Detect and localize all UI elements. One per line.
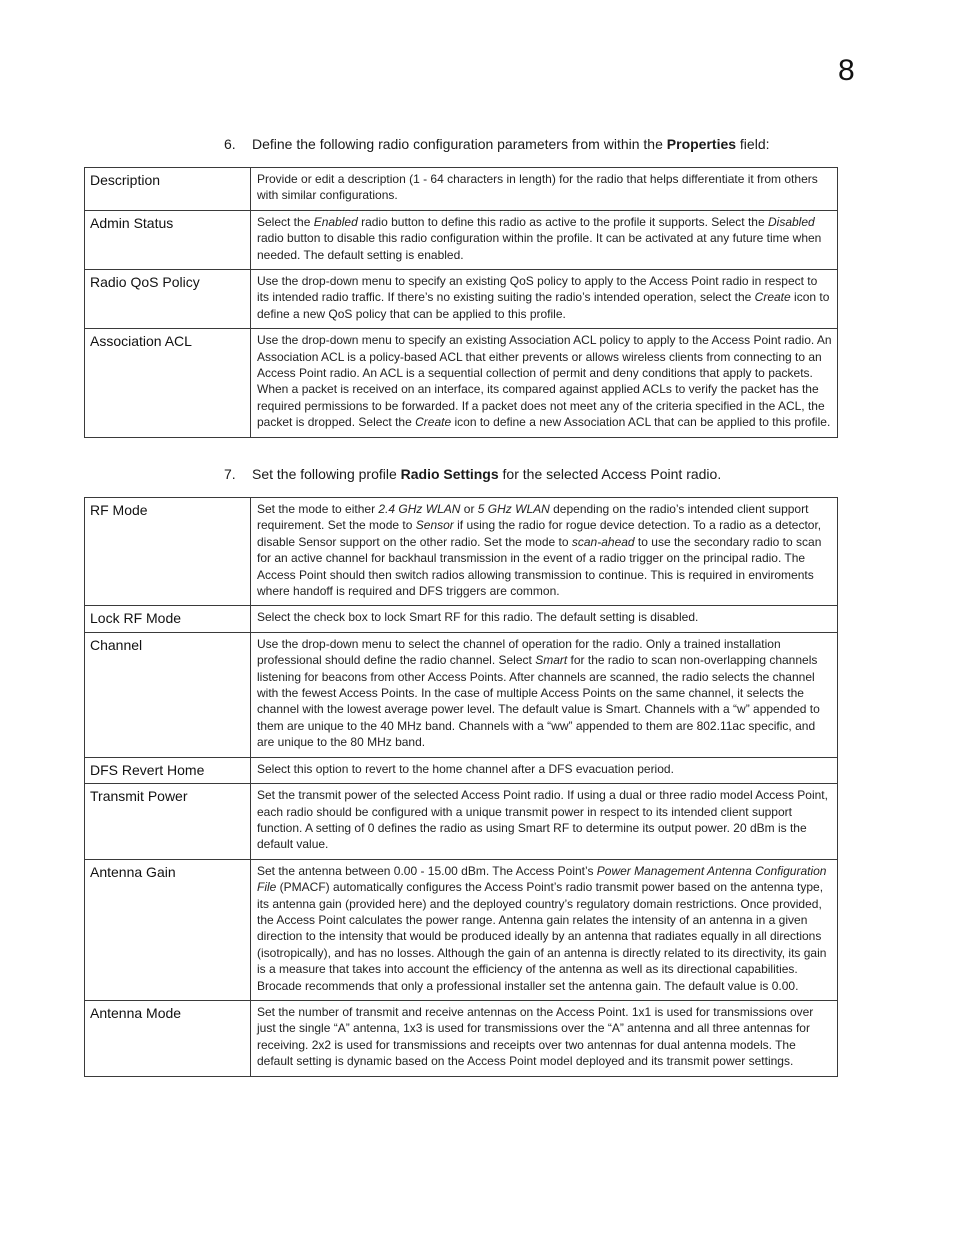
parameter-description [251, 784, 838, 860]
parameter-name: RF Mode [85, 498, 251, 606]
emphasized-term: Disabled [768, 214, 815, 229]
parameter-description [251, 210, 838, 269]
emphasized-term: Enabled [313, 214, 358, 229]
parameter-name: Channel [85, 632, 251, 757]
description-text: radio button to define this radio as active to the profile it supports. Select the [357, 214, 768, 229]
emphasized-term: 5 GHz WLAN [477, 502, 550, 516]
description-text: radio button to disable this radio configuration within the profile. It can be activated at any future time when needed. The default setting is enabled. [257, 231, 822, 262]
description-text: Provide or edit a description (1 - 64 characters in length) for the radio that helps differentiate it from others with similar configurations. [257, 172, 818, 203]
parameter-description [251, 757, 838, 783]
step-text-end: field: [736, 136, 770, 152]
chapter-number: 8 [838, 54, 855, 87]
table-row [85, 859, 838, 1000]
parameter-name: Description [85, 168, 251, 211]
parameter-name: Antenna Mode [85, 1000, 251, 1076]
description-text: Use the drop-down menu to specify an existing QoS policy to apply to the Access Point radio in respect to its intended radio traffic. If there’s no existing suiting the radio’s intended operation, select the [257, 274, 818, 305]
description-text: Select the check box to lock Smart RF for this radio. The default setting is disabled. [257, 610, 699, 625]
step-text: Set the following profile [252, 466, 401, 482]
radio-settings-table [84, 497, 838, 1077]
step-6-instruction [224, 135, 770, 153]
step-text-end: for the selected Access Point radio. [498, 466, 722, 482]
parameter-description [251, 606, 838, 632]
table-row [85, 1000, 838, 1076]
parameter-name: Lock RF Mode [85, 606, 251, 632]
parameter-description [251, 329, 838, 437]
description-text: Use the drop-down menu to select the channel of operation for the radio. Only a trained installation professional should define the radio channel. Select [257, 636, 781, 668]
description-text: or [460, 502, 478, 516]
emphasized-term: 2.4 GHz WLAN [378, 502, 461, 516]
emphasized-term: scan-ahead [571, 534, 635, 549]
description-text: for the radio to scan non-overlapping channels listening for beacons from other Access Points. After channels are scanned, the radio selects the channel with the fewest Access Points. In the case of multiple Access Points on the same channel, it selects the channel with the lowest average power level. The default value is Smart. Channels with a “w” appended to them are unique to the 40 MHz band. Channels with a “ww” appended to them are 802.11ac specific, and are unique to the 80 MHz band. [257, 653, 820, 750]
description-text: Set the number of transmit and receive antennas on the Access Point. 1x1 is used for transmissions over just the single “A” antenna, 1x3 is used for transmissions over the “A” antenna and all three antennas for receiving. 2x2 is used for transmissions and receipts over two antennas for dual antenna models. The default setting is dynamic based on the Access Point model deployed and its transmit power settings. [257, 1004, 814, 1069]
description-text: if using the radio for rogue device detection. To a radio as a detector, disable Sensor support on the other radio. Set the mode to [257, 518, 822, 549]
description-text: icon to define a new QoS policy that can be applied to this profile. [257, 290, 830, 321]
table-row [85, 757, 838, 783]
table-row [85, 270, 838, 329]
description-text: Select this option to revert to the home channel after a DFS evacuation period. [257, 761, 674, 776]
parameter-name: Antenna Gain [85, 859, 251, 1000]
emphasized-term: Power Management Antenna Configuration File [257, 863, 827, 895]
parameter-description [251, 168, 838, 211]
description-text: Set the transmit power of the selected Access Point radio. If using a dual or three radio model Access Point, each radio should be configured with a unique transmit power in respect to its intended client support function. A setting of 0 defines the radio as using Smart RF to determine its output power. 20 dBm is the default value. [257, 788, 828, 852]
table-row [85, 784, 838, 860]
table-row [85, 606, 838, 632]
parameter-description [251, 1000, 838, 1076]
emphasized-term: Smart [535, 653, 568, 668]
emphasized-term: Sensor [415, 518, 454, 533]
emphasized-term: Create [415, 415, 452, 430]
parameter-description [251, 632, 838, 757]
parameter-name: Admin Status [85, 210, 251, 269]
step-ui-term: Properties [666, 136, 737, 152]
table-row [85, 168, 838, 211]
radio-properties-table [84, 167, 838, 438]
step-7-instruction [224, 465, 721, 483]
description-text: to use the secondary radio to scan for an active channel for backhaul transmission in the event of a radio trigger on the principal radio. The Access Point should then switch radios allowing transmission to continue. This is required in enviroments where handoff is required and DFS triggers are common. [257, 534, 822, 599]
emphasized-term: Create [754, 290, 791, 305]
description-text: Set the antenna between 0.00 - 15.00 dBm. The Access Point’s [257, 863, 597, 878]
parameter-name: Transmit Power [85, 784, 251, 860]
description-text: (PMACF) automatically configures the Access Point’s radio transmit power based on the antenna type, its antenna gain (provided here) and the deployed country’s regulatory domain restrictions. Once provided, the Access Point calculates the power range. Antenna gain relates the intensity of an antenna in a given direction to the intensity that would be produced ideally by an antenna that radiates equally in all directions (isotropically), and has no losses. Although the gain of an antenna is directly related to its directivity, its gain is a measure that takes into account the efficiency of the antenna as well as its directional capabilities. Brocade recommends that only a professional installer set the antenna gain. The default value is 0.00. [257, 880, 827, 993]
description-text: Use the drop-down menu to specify an existing Association ACL policy to apply to the Access Point radio. An Association ACL is a policy-based ACL that either prevents or allows wireless clients from connecting to an Access Point radio. An ACL is a sequential collection of permit and deny conditions that apply to packets. When a packet is received on an interface, its compared against applied ACLs to verify the packet has the required permissions to be forwarded. If a packet does not meet any of the criteria specified in the ACL, the packet is dropped. Select the [257, 333, 832, 430]
step-number: 6. [224, 136, 236, 152]
step-text: Define the following radio configuration parameters from within the [252, 136, 667, 152]
description-text: icon to define a new Association ACL that can be applied to this profile. [451, 415, 831, 430]
description-text: Select the [257, 214, 314, 229]
table-row [85, 329, 838, 437]
description-text: Set the mode to either [257, 502, 379, 516]
step-number: 7. [224, 466, 236, 482]
step-ui-term: Radio Settings [400, 466, 499, 482]
description-text: depending on the radio’s intended client support requirement. Set the mode to [257, 502, 809, 533]
parameter-name: DFS Revert Home [85, 757, 251, 783]
parameter-name: Association ACL [85, 329, 251, 437]
parameter-description [251, 498, 838, 606]
table-row [85, 632, 838, 757]
table-row [85, 210, 838, 269]
table-row [85, 498, 838, 606]
parameter-description [251, 270, 838, 329]
parameter-name: Radio QoS Policy [85, 270, 251, 329]
parameter-description [251, 859, 838, 1000]
